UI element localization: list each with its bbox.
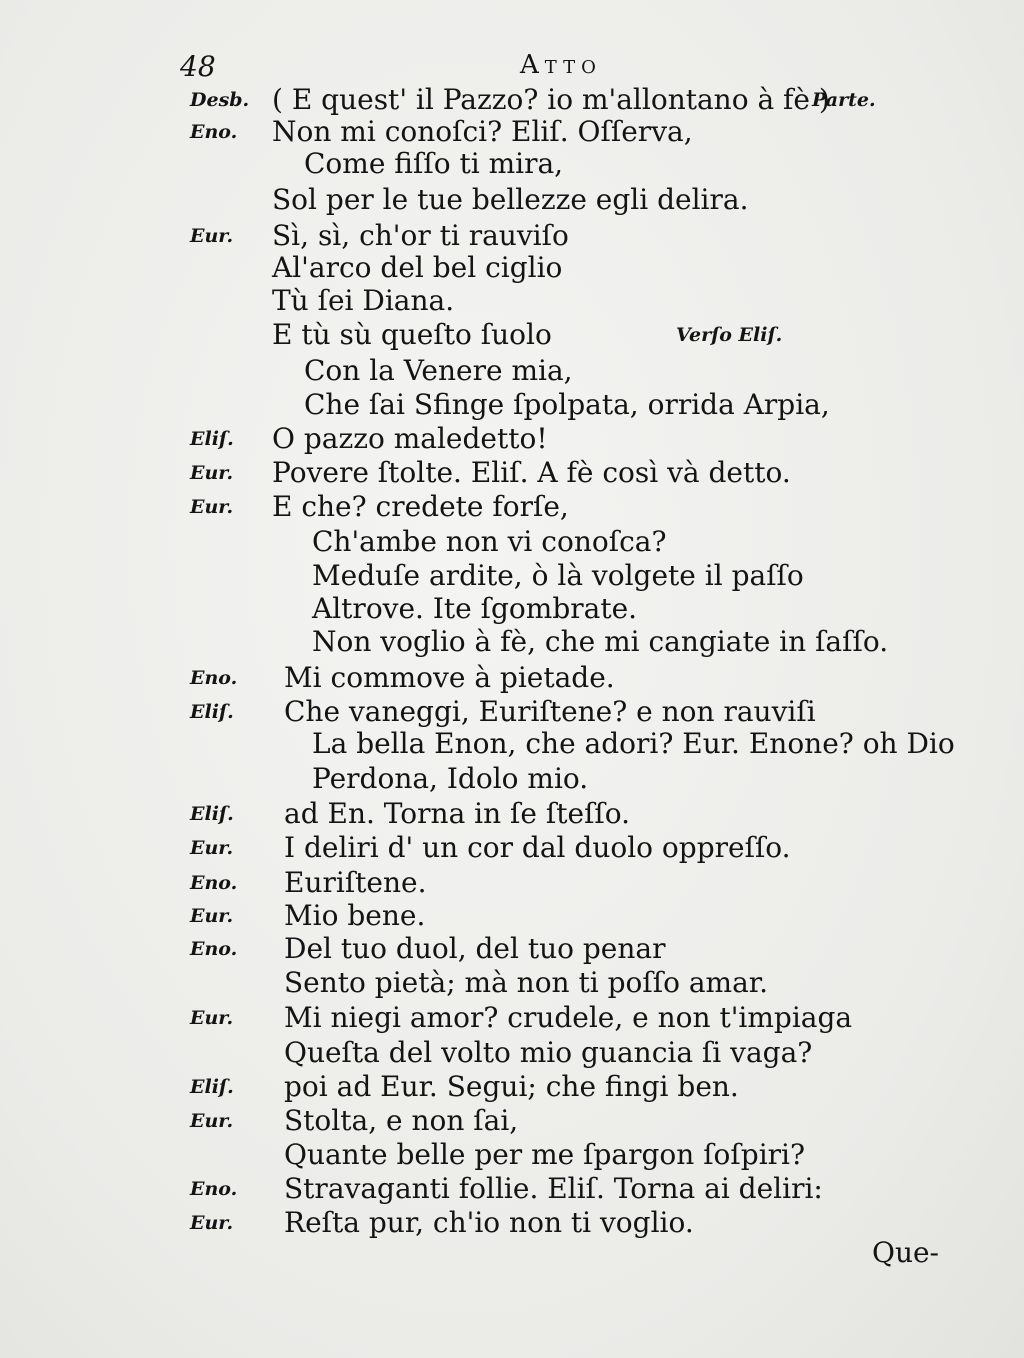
verse-line xyxy=(0,83,1024,117)
verse-line xyxy=(0,866,1024,900)
speaker-label: Desb. xyxy=(190,89,250,111)
verse-line xyxy=(0,183,1024,217)
verse-line xyxy=(0,762,1024,796)
line-text: poi ad Eur. Segui; che fingi ben. xyxy=(284,1070,739,1103)
speaker-label: Eur. xyxy=(190,837,234,859)
line-text: Queſta del volto mio guancia ſi vaga? xyxy=(284,1036,813,1069)
catchword: Que- xyxy=(872,1236,940,1269)
speaker-label: Eur. xyxy=(190,496,234,518)
stage-direction: Parte. xyxy=(812,89,876,111)
page-number: 48 xyxy=(180,50,216,83)
line-text: Mi niegi amor? crudele, e non t'impiaga xyxy=(284,1001,853,1034)
verse-line xyxy=(0,899,1024,933)
verse-line xyxy=(0,727,1024,761)
verse-line xyxy=(0,284,1024,318)
speaker-label: Eliſ. xyxy=(190,803,234,825)
speaker-label: Eur. xyxy=(190,225,234,247)
line-text: Sento pietà; mà non ti poſſo amar. xyxy=(284,966,769,999)
line-text: Stravaganti follie. Eliſ. Torna ai deliri: xyxy=(284,1172,823,1205)
line-text: Come fiſſo ti mira, xyxy=(304,147,564,180)
line-text: Sì, sì, ch'or ti rauviſo xyxy=(272,219,569,252)
line-text: ( E quest' il Pazzo? io m'allontano à fè ) xyxy=(272,83,830,116)
verse-line xyxy=(0,525,1024,559)
verse-line xyxy=(0,1138,1024,1172)
line-text: Ch'ambe non vi conoſca? xyxy=(312,525,667,558)
line-text: Tù ſei Diana. xyxy=(272,284,455,317)
line-text: E che? credete forſe, xyxy=(272,490,569,523)
verse-line xyxy=(0,695,1024,729)
verse-line xyxy=(0,625,1024,659)
verse-line xyxy=(0,1206,1024,1240)
verse-line xyxy=(0,219,1024,253)
verse-line xyxy=(0,147,1024,181)
line-text: Non mi conoſci? Eliſ. Oſſerva, xyxy=(272,115,693,148)
stage-direction: Verſo Eliſ. xyxy=(676,324,783,346)
speaker-label: Eliſ. xyxy=(190,1076,234,1098)
verse-line xyxy=(0,490,1024,524)
verse-line xyxy=(0,1070,1024,1104)
line-text: ad En. Torna in ſe ſteſſo. xyxy=(284,797,631,830)
verse-line xyxy=(0,966,1024,1000)
verse-line xyxy=(0,559,1024,593)
verse-line xyxy=(0,1104,1024,1138)
line-text: Reſta pur, ch'io non ti voglio. xyxy=(284,1206,694,1239)
line-text: Del tuo duol, del tuo penar xyxy=(284,932,666,965)
speaker-label: Eur. xyxy=(190,462,234,484)
line-text: Con la Venere mia, xyxy=(304,354,573,387)
speaker-label: Eliſ. xyxy=(190,428,234,450)
line-text: Sol per le tue bellezze egli delira. xyxy=(272,183,749,216)
verse-line xyxy=(0,115,1024,149)
speaker-label: Eno. xyxy=(190,872,238,894)
line-text: Meduſe ardite, ò là volgete il paſſo xyxy=(312,559,804,592)
line-text: Che ſai Sfinge ſpolpata, orrida Arpia, xyxy=(304,388,830,421)
verse-line xyxy=(0,422,1024,456)
line-text: Povere ſtolte. Eliſ. A fè così và detto. xyxy=(272,456,791,489)
line-text: Altrove. Ite ſgombrate. xyxy=(312,592,638,625)
verse-line xyxy=(0,456,1024,490)
verse-line xyxy=(0,797,1024,831)
line-text: La bella Enon, che adori? Eur. Enone? oh Dio xyxy=(312,727,955,760)
speaker-label: Eur. xyxy=(190,1110,234,1132)
line-text: Che vaneggi, Euriſtene? e non rauviſi xyxy=(284,695,816,728)
line-text: Non voglio à fè, che mi cangiate in ſaſſo. xyxy=(312,625,889,658)
line-text: Al'arco del bel ciglio xyxy=(272,251,563,284)
verse-line xyxy=(0,831,1024,865)
verse-line xyxy=(0,932,1024,966)
speaker-label: Eno. xyxy=(190,121,238,143)
verse-line xyxy=(0,592,1024,626)
line-text: O pazzo maledetto! xyxy=(272,422,548,455)
speaker-label: Eur. xyxy=(190,1007,234,1029)
speaker-label: Eur. xyxy=(190,1212,234,1234)
line-text: Quante belle per me ſpargon ſoſpiri? xyxy=(284,1138,806,1171)
verse-line xyxy=(0,354,1024,388)
verse-line xyxy=(0,1036,1024,1070)
verse-line xyxy=(0,661,1024,695)
speaker-label: Eno. xyxy=(190,1178,238,1200)
verse-line xyxy=(0,318,1024,352)
line-text: E tù sù queſto ſuolo xyxy=(272,318,552,351)
running-head: Atto xyxy=(520,50,602,80)
line-text: Perdona, Idolo mio. xyxy=(312,762,589,795)
verse-line xyxy=(0,388,1024,422)
speaker-label: Eur. xyxy=(190,905,234,927)
line-text: Stolta, e non ſai, xyxy=(284,1104,519,1137)
line-text: Mi commove à pietade. xyxy=(284,661,615,694)
speaker-label: Eliſ. xyxy=(190,701,234,723)
line-text: Mio bene. xyxy=(284,899,426,932)
verse-line xyxy=(0,1172,1024,1206)
line-text: I deliri d' un cor dal duolo oppreſſo. xyxy=(284,831,791,864)
line-text: Euriſtene. xyxy=(284,866,427,899)
speaker-label: Eno. xyxy=(190,667,238,689)
speaker-label: Eno. xyxy=(190,938,238,960)
verse-line xyxy=(0,1001,1024,1035)
verse-line xyxy=(0,251,1024,285)
